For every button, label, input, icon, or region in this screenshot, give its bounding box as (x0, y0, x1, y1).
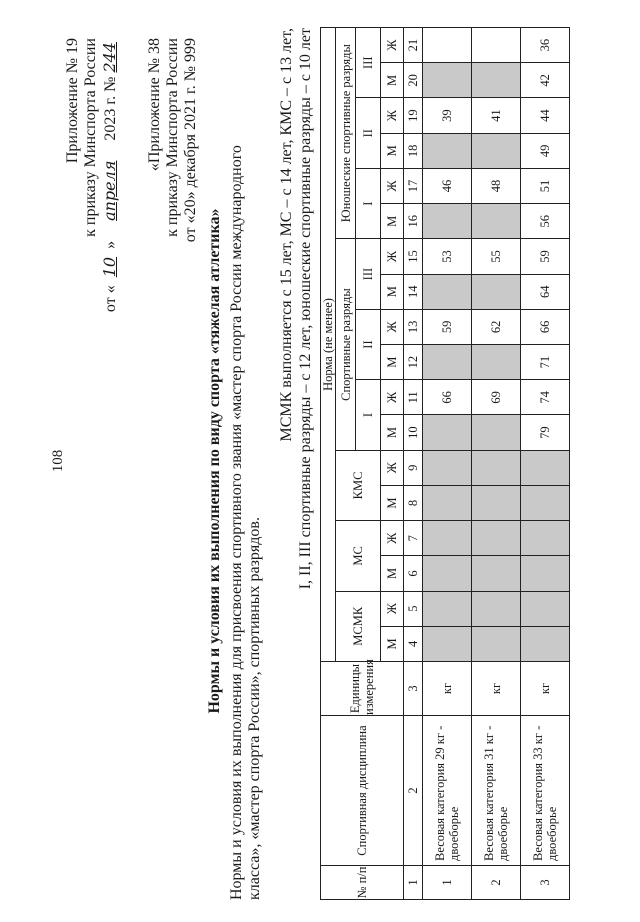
subtitle-line-2: класса», «мастер спорта России», спортивных разрядов. (246, 517, 263, 900)
column-number: 5 (404, 591, 423, 626)
column-number: 18 (404, 133, 423, 168)
header-female: Ж (381, 98, 404, 133)
norm-value (472, 345, 521, 380)
header-female: Ж (381, 309, 404, 344)
table-row (521, 27, 570, 899)
norm-value (472, 204, 521, 239)
header-youth-y2: II (356, 98, 381, 168)
header-row-1 (321, 27, 336, 899)
norm-value (521, 626, 570, 661)
norm-value: 66 (423, 380, 472, 415)
handwritten-day: 10 (100, 256, 119, 278)
norm-value (423, 556, 472, 591)
appendix-line-1: Приложение № 19 (64, 38, 81, 164)
header-youth-y3: III (356, 27, 381, 98)
column-number: 19 (404, 98, 423, 133)
column-number: 2 (404, 716, 423, 866)
handwritten-number: 244 (100, 42, 119, 73)
row-unit: кг (423, 662, 472, 716)
row-discipline: Весовая категория 31 кг - двоеборье (472, 716, 521, 866)
norm-value: 46 (423, 168, 472, 203)
norm-value: 62 (472, 309, 521, 344)
header-female: Ж (381, 591, 404, 626)
norm-value: 49 (521, 133, 570, 168)
norms-table (320, 27, 570, 900)
subtitle-line-1: Нормы и условия их выполнения для присвоения спортивного звания «мастер спорта России международного (228, 145, 245, 900)
header-female: Ж (381, 239, 404, 274)
norm-value (423, 274, 472, 309)
norm-value (423, 133, 472, 168)
header-kms: КМС (336, 450, 381, 520)
column-number: 3 (404, 662, 423, 716)
header-female: Ж (381, 450, 404, 485)
condition-line-2: I, II, III спортивные разряды – с 12 лет, юношеские спортивные разряды – с 10 лет (297, 28, 314, 590)
norm-value (423, 63, 472, 98)
norm-value: 79 (521, 415, 570, 450)
header-sport-ranks: Спортивные разряды (336, 239, 356, 450)
norm-value: 64 (521, 274, 570, 309)
row-discipline: Весовая категория 29 кг - двоеборье (423, 716, 472, 866)
column-number: 12 (404, 345, 423, 380)
norm-value (521, 521, 570, 556)
norm-value (472, 27, 521, 62)
header-male: М (381, 63, 404, 98)
norm-value (423, 345, 472, 380)
norm-value (423, 27, 472, 62)
norm-value (472, 274, 521, 309)
condition-line-1: МСМК выполняется с 15 лет, МС – с 14 лет, КМС – с 13 лет, (278, 28, 295, 442)
norm-value (423, 450, 472, 485)
norm-value: 41 (472, 98, 521, 133)
header-female: Ж (381, 521, 404, 556)
norm-value: 36 (521, 27, 570, 62)
norm-value: 59 (521, 239, 570, 274)
norm-value: 39 (423, 98, 472, 133)
page-number: 108 (50, 449, 66, 473)
header-male: М (381, 415, 404, 450)
row-discipline: Весовая категория 33 кг - двоеборье (521, 716, 570, 866)
column-number: 11 (404, 380, 423, 415)
table-row (472, 27, 521, 899)
norm-value: 44 (521, 98, 570, 133)
header-female: Ж (381, 168, 404, 203)
appendix-old-line-3: от «20» декабря 2021 г. № 999 (182, 38, 199, 243)
norm-value (521, 556, 570, 591)
column-number: 8 (404, 485, 423, 520)
header-male: М (381, 204, 404, 239)
norm-value (423, 591, 472, 626)
norm-value: 48 (472, 168, 521, 203)
header-discipline: Спортивная дисциплина (321, 716, 404, 866)
norm-value (423, 485, 472, 520)
column-number: 21 (404, 27, 423, 62)
norm-value: 53 (423, 239, 472, 274)
row-unit: кг (472, 662, 521, 716)
header-norm: Норма (не менее) (321, 27, 336, 661)
column-number: 4 (404, 626, 423, 661)
header-youth-ranks: Юношеские спортивные разряды (336, 27, 356, 238)
norm-value: 66 (521, 309, 570, 344)
header-male: М (381, 485, 404, 520)
norm-value: 42 (521, 63, 570, 98)
norm-value (521, 485, 570, 520)
norm-value (472, 626, 521, 661)
norm-value: 69 (472, 380, 521, 415)
column-number: 7 (404, 521, 423, 556)
norm-value: 51 (521, 168, 570, 203)
norm-value (521, 450, 570, 485)
header-msmk: МСМК (336, 591, 381, 661)
norm-value: 59 (423, 309, 472, 344)
column-number: 20 (404, 63, 423, 98)
column-number: 17 (404, 168, 423, 203)
header-youth-y1: I (356, 168, 381, 238)
column-number: 9 (404, 450, 423, 485)
appendix-line-3: от «10» апреля 2023 г. №244 (100, 38, 120, 312)
table-row (423, 27, 472, 899)
header-male: М (381, 626, 404, 661)
appendix-line-2: к приказу Минспорта России (82, 38, 99, 237)
header-male: М (381, 345, 404, 380)
norm-value: 74 (521, 380, 570, 415)
header-female: Ж (381, 380, 404, 415)
norm-value (423, 204, 472, 239)
norm-value (472, 133, 521, 168)
norm-value (472, 63, 521, 98)
header-female: Ж (381, 27, 404, 62)
row-num: 2 (472, 866, 521, 900)
column-number: 16 (404, 204, 423, 239)
norm-value: 71 (521, 345, 570, 380)
header-male: М (381, 556, 404, 591)
row-num: 1 (423, 866, 472, 900)
norm-value (521, 591, 570, 626)
norm-value: 56 (521, 204, 570, 239)
norm-value (472, 556, 521, 591)
handwritten-month: апреля (100, 160, 119, 221)
norm-value (423, 521, 472, 556)
column-number: 13 (404, 309, 423, 344)
header-ms: МС (336, 521, 381, 591)
header-rank-r3: III (356, 239, 381, 309)
column-number: 1 (404, 866, 423, 900)
column-number: 6 (404, 556, 423, 591)
header-units: Единицы измерения (321, 662, 404, 716)
norm-value (472, 521, 521, 556)
norm-value (472, 485, 521, 520)
appendix-old-line-2: к приказу Минспорта России (164, 38, 181, 237)
norm-value (423, 415, 472, 450)
row-num: 3 (521, 866, 570, 900)
column-number: 15 (404, 239, 423, 274)
norm-value: 55 (472, 239, 521, 274)
header-male: М (381, 133, 404, 168)
column-numbers-row (404, 27, 423, 899)
header-num: № п/п (321, 866, 404, 900)
header-rank-r1: I (356, 380, 381, 450)
appendix-old-line-1: «Приложение № 38 (146, 38, 163, 172)
norm-value (423, 626, 472, 661)
row-unit: кг (521, 662, 570, 716)
column-number: 10 (404, 415, 423, 450)
norm-value (472, 450, 521, 485)
column-number: 14 (404, 274, 423, 309)
header-rank-r2: II (356, 309, 381, 379)
norm-value (472, 415, 521, 450)
header-male: М (381, 274, 404, 309)
norm-value (472, 591, 521, 626)
document-title: Нормы и условия их выполнения по виду спорта «тяжелая атлетика» (206, 208, 223, 714)
